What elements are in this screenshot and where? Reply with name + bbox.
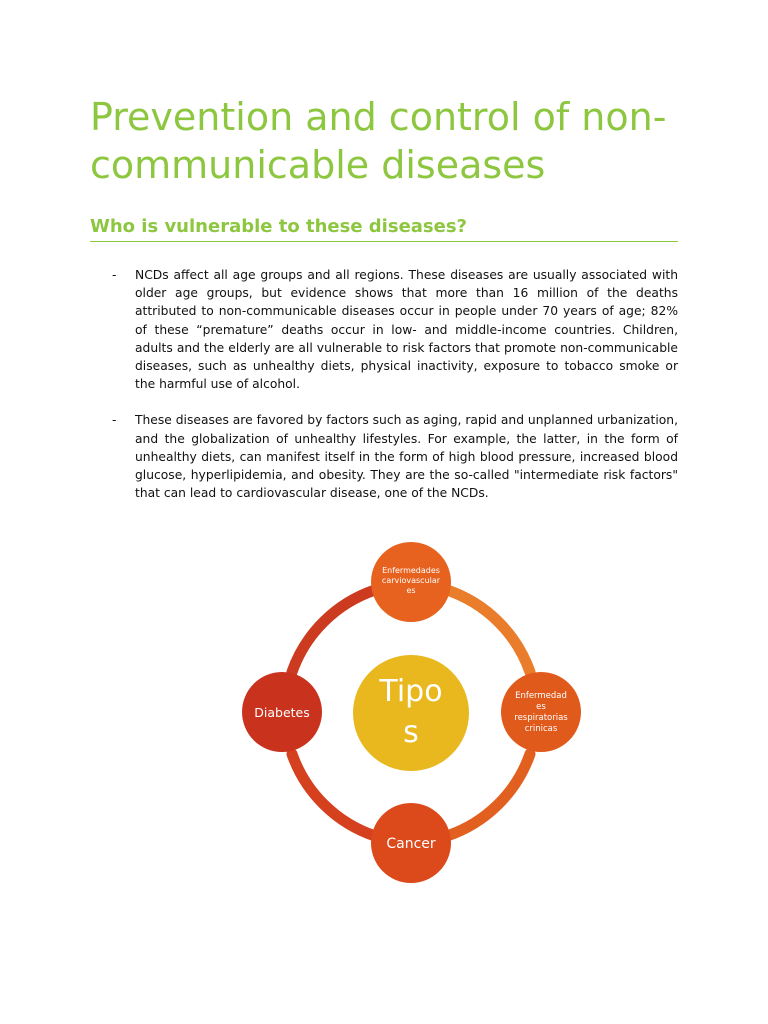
node-label-line: Enfermedades — [382, 566, 440, 575]
center-label-line: Tipo — [379, 674, 443, 709]
node-label-line: Cancer — [386, 836, 436, 852]
bullet-text: NCDs affect all age groups and all regions. These diseases are usually associated with older age groups, but evidence shows that more than 16 million of the deaths attributed to non-communicable diseases occur in people under 70 years of age; 82% of these “premature” deaths occur in low- and middle-income countries. Children, adults and the elderly are all vulnerable to risk factors that promote non-communicable diseases, such as unhealthy diets, physical inactivity, exposure to tobacco smoke or the harmful use of alcohol. — [135, 268, 678, 392]
center-node — [353, 655, 469, 771]
ring-arc-left-top — [292, 590, 375, 672]
node-diabetes — [242, 672, 322, 752]
center-circle — [353, 655, 469, 771]
node-label-line: carviovascular — [381, 576, 441, 585]
bullet-text: These diseases are favored by factors such as aging, rapid and unplanned urbanization, and the globalization of unhealthy lifestyles. For example, the latter, in the form of unhealthy diets, can manifest itself in the form of high blood pressure, increased blood glucose, hyperlipidemia, and obesity. They are the so-called "intermediate risk factors" that can lead to cardiovascular disease, one of the NCDs. — [135, 413, 678, 501]
bullet-marker: - — [112, 268, 117, 282]
node-label-line: respiratorias — [514, 713, 568, 723]
node-label-line: es — [406, 586, 416, 595]
node-circle — [501, 672, 581, 752]
page-title: Prevention and control of non-communicable diseases — [90, 95, 667, 187]
bullet-marker: - — [112, 413, 117, 428]
ring-arc-bottom-left — [292, 754, 375, 836]
node-label-line: crinicas — [524, 724, 558, 734]
node-label-line: Diabetes — [254, 705, 310, 720]
node-label-line: Enfermedad — [515, 691, 567, 701]
center-label-line: s — [403, 715, 419, 750]
node-respiratory — [501, 672, 581, 752]
section-heading: Who is vulnerable to these diseases? — [90, 215, 678, 242]
ring-arc-top-right — [447, 590, 530, 672]
node-label-line: es — [536, 702, 546, 712]
node-cardiovascular — [371, 542, 451, 622]
ring-arc-right-bottom — [447, 754, 530, 836]
node-cancer — [371, 803, 451, 883]
